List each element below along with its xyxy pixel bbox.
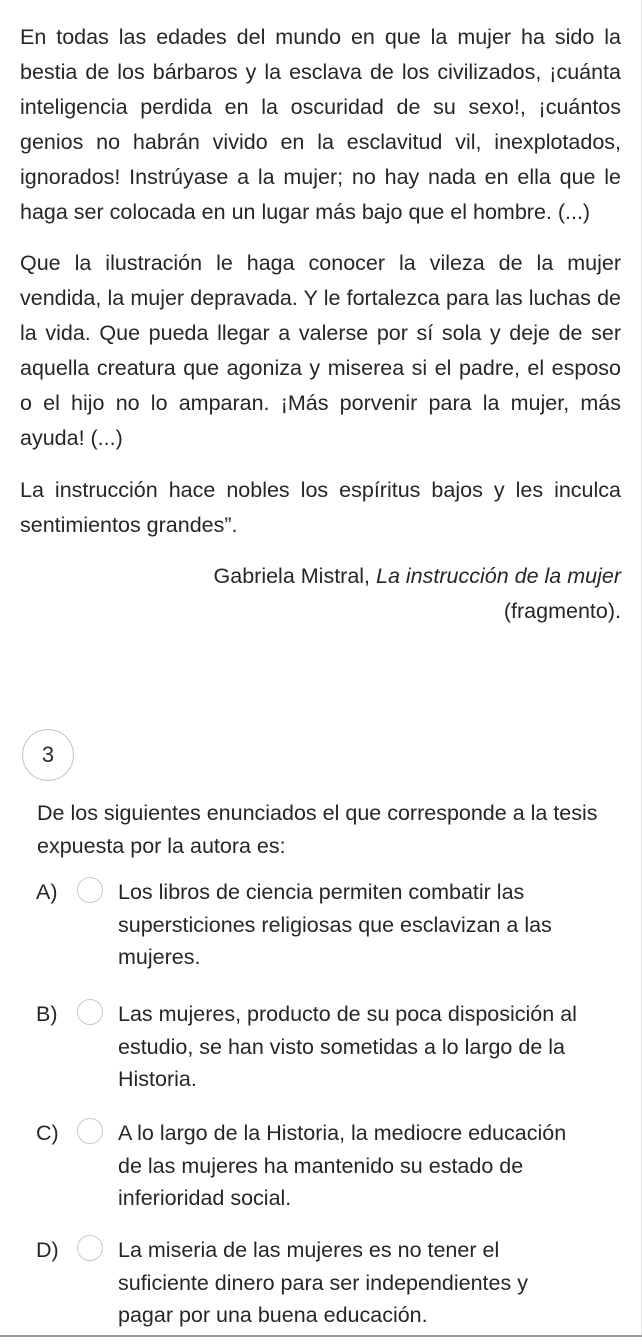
passage-attribution	[20, 559, 621, 629]
option-letter: C)	[36, 1121, 59, 1145]
passage-paragraph-2: Que la ilustración le haga conocer la vileza de la mujer vendida, la mujer depravada. Y le fortalezca para las luchas de la vida. Que pueda llegar a valerse por sí sola y deje de ser aquella creatura que agoniza y miserea si el padre, el esposo o el hijo no lo amparan. ¡Más porvenir para la mujer, más ayuda! (...)	[20, 251, 621, 450]
answer-option-d[interactable]	[36, 1234, 606, 1344]
attribution-note: (fragmento).	[503, 598, 621, 623]
radio-button-d[interactable]	[77, 1235, 103, 1261]
attribution-author: Gabriela Mistral,	[213, 563, 377, 588]
answer-option-b[interactable]	[36, 998, 606, 1108]
option-text[interactable]: A lo largo de la Historia, la mediocre educación de las mujeres ha mantenido su estado de inferioridad social.	[118, 1121, 567, 1210]
option-letter: D)	[36, 1238, 59, 1262]
option-text[interactable]: Las mujeres, producto de su poca disposición al estudio, se han visto sometidas a lo largo de la Historia.	[118, 1002, 577, 1091]
option-letter: A)	[36, 880, 58, 904]
answer-option-a[interactable]	[36, 876, 606, 986]
passage-paragraph-3: La instrucción hace nobles los espíritus bajos y les inculca sentimientos grandes”.	[20, 477, 621, 537]
option-text[interactable]: La miseria de las mujeres es no tener el suficiente dinero para ser independientes y pagar por una buena educación.	[118, 1238, 528, 1327]
radio-button-b[interactable]	[77, 999, 103, 1025]
reading-passage	[20, 20, 621, 629]
radio-button-a[interactable]	[77, 877, 103, 903]
option-letter: B)	[36, 1002, 58, 1026]
attribution-work-title: La instrucción de la mujer	[376, 563, 621, 588]
passage-paragraph-1: En todas las edades del mundo en que la mujer ha sido la bestia de los bárbaros y la esclava de los civilizados, ¡cuánta inteligencia perdida en la oscuridad de su sexo!, ¡cuántos genios no habrán vivido en la esclavitud vil, inexplotados, ignorados! Instrúyase a la mujer; no hay nada en ella que le haga ser colocada en un lugar más bajo que el hombre. (...)	[20, 25, 621, 224]
question-number-badge: 3	[22, 729, 74, 781]
question-stem: De los siguientes enunciados el que corresponde a la tesis expuesta por la autora es:	[37, 801, 598, 858]
radio-button-c[interactable]	[77, 1118, 103, 1144]
answer-option-c[interactable]	[36, 1117, 606, 1227]
option-text[interactable]: Los libros de ciencia permiten combatir las supersticiones religiosas que esclavizan a las mujeres.	[118, 880, 552, 969]
